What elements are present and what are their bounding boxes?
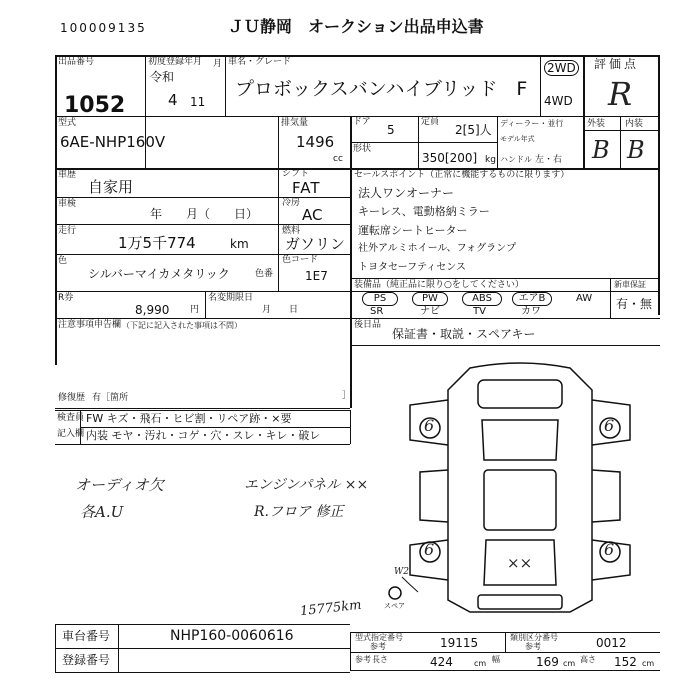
length: 424: [430, 655, 453, 669]
label-class-no: 類別区分番号: [510, 633, 558, 642]
label-doors: ドア: [353, 117, 371, 127]
label-spec-ref: 参考: [370, 642, 386, 651]
mark-front-right: 6: [604, 416, 615, 435]
label-month: 月: [213, 59, 223, 69]
fuel: ガソリン: [285, 235, 346, 253]
equip-airbag: エアB: [512, 292, 552, 306]
label-car-history: 車歴: [58, 170, 77, 180]
mark-front-left: 6: [424, 416, 435, 435]
displacement: 1496: [296, 133, 335, 151]
inspection-date: 年 月（ 日）: [150, 207, 259, 221]
warranty-options: 有・無: [616, 297, 653, 311]
title-deadline: 月 日: [262, 305, 299, 315]
label-spare: スペア: [384, 602, 405, 610]
checklist-fw: FW キズ・飛石・ヒビ割・リペア跡・×要: [86, 412, 292, 425]
label-first-reg: 初度登録年月: [148, 57, 203, 67]
capacity: 2[5]人: [455, 123, 492, 137]
unit-km: km: [230, 237, 249, 251]
label-recycle: R券: [58, 293, 74, 303]
label-lot-no: 出品番号: [58, 57, 95, 67]
diagram-w2: W2: [394, 567, 409, 577]
label-title-deadline: 名変期限日: [208, 293, 254, 303]
mark-rear-left: 6: [424, 540, 435, 559]
reg-year: 4: [168, 91, 178, 109]
label-dim-ref: 参考: [355, 655, 371, 664]
accessories: 保証書・取説・スペアキー: [392, 327, 536, 341]
model-type: 6AE-NHP160V: [60, 133, 166, 151]
label-chassis-no: 車台番号: [62, 629, 111, 643]
label-class-ref: 参考: [525, 642, 541, 651]
diagram-xx: ××: [507, 554, 533, 572]
form-title: ＪＵ静岡 オークション出品申込書: [228, 17, 484, 36]
label-width: 幅: [492, 655, 500, 664]
label-notes-sub: （下記に記入された事項は不問）: [122, 321, 242, 330]
barcode-number: 100009135: [60, 21, 147, 35]
label-notes: 注意事項申告欄: [58, 320, 122, 330]
note-au: 各A.U: [80, 503, 124, 521]
label-entry: 記入欄: [57, 429, 85, 439]
unit-width: cm: [563, 659, 576, 668]
label-shape: 形状: [353, 144, 372, 154]
label-car-name: 車名・グレード: [228, 57, 292, 67]
sales-point-3: 運転席シートヒーター: [358, 224, 468, 237]
equip-tv: TV: [473, 306, 486, 317]
sales-point-1: 法人ワンオーナー: [358, 186, 455, 200]
mark-rear-right: 6: [604, 540, 615, 559]
label-exterior: 外装: [587, 119, 606, 129]
unit-length: cm: [474, 659, 487, 668]
label-displacement: 排気量: [281, 118, 309, 128]
label-inspector: 検査員: [57, 413, 85, 423]
exterior-grade: B: [592, 136, 610, 164]
label-new-car-warranty: 新車保証: [614, 280, 646, 289]
checklist-interior: 内装 モヤ・汚れ・コゲ・穴・スレ・キレ・破レ: [86, 429, 321, 442]
unit-cc: cc: [333, 154, 343, 164]
label-mileage: 走行: [58, 226, 77, 236]
car-name: プロボックスバンハイブリッド F: [235, 78, 528, 100]
label-interior: 内装: [625, 119, 644, 129]
equip-ps: PS: [362, 292, 398, 306]
label-dealer: ディーラー・並行: [500, 119, 564, 128]
drive-4wd: 4WD: [544, 94, 573, 108]
unit-height: cm: [642, 659, 655, 668]
odometer-note: 15775km: [299, 597, 363, 620]
color-code: 1E7: [305, 269, 328, 283]
label-capacity: 定員: [421, 117, 440, 127]
equip-navi: ナビ: [420, 306, 440, 317]
shift: FAT: [292, 179, 321, 197]
label-color: 色: [58, 256, 68, 266]
label-score: 評価点: [594, 57, 640, 71]
label-ac: 冷房: [282, 198, 301, 208]
drive-2wd: 2WD: [544, 60, 579, 76]
label-accessories: 後日品: [354, 320, 382, 330]
color-name: シルバーマイカメタリック: [88, 267, 230, 281]
height: 152: [614, 655, 637, 669]
sales-point-4: 社外アルミホイール、フォグランプ: [358, 243, 517, 254]
mileage: 1万5千774: [118, 234, 196, 252]
label-color-code: 色コード: [282, 255, 319, 265]
class-no: 0012: [596, 636, 627, 650]
note-audio: オーディオ欠: [75, 476, 164, 494]
label-color-no: 色番: [255, 269, 274, 279]
label-model-year: モデル年式: [500, 135, 535, 143]
label-equipment: 装備品（純正品に限り○をしてください）: [354, 280, 524, 290]
note-floor: R.フロア 修正: [254, 504, 344, 520]
score-value: R: [608, 75, 633, 113]
label-repair: 修復歴: [58, 393, 86, 403]
label-sales-points: セールスポイント（正常に機能するものに限ります）: [354, 170, 570, 180]
max-load: 350[200]: [422, 151, 478, 165]
label-height: 高さ: [580, 655, 596, 664]
handle-options: 左・右: [535, 155, 563, 165]
repair-close: ］: [342, 391, 352, 401]
car-history: 自家用: [88, 178, 134, 196]
unit-kg: kg: [485, 155, 496, 165]
sales-point-5: トヨタセーフティセンス: [358, 262, 466, 273]
chassis-no: NHP160-0060616: [170, 628, 294, 644]
label-spec-no: 型式指定番号: [355, 633, 403, 642]
repair-history: 有［箇所: [92, 393, 129, 403]
label-shift: シフト: [282, 169, 310, 179]
label-inspection: 車検: [58, 199, 77, 209]
equip-sr: SR: [370, 306, 384, 317]
lot-number: 1052: [64, 93, 126, 118]
label-reg-no: 登録番号: [62, 653, 111, 667]
reg-month: 11: [190, 95, 206, 109]
equip-abs: ABS: [462, 292, 502, 306]
note-engine: エンジンパネル ××: [244, 477, 369, 493]
equip-pw: PW: [412, 292, 448, 306]
equip-leather: カワ: [521, 306, 541, 317]
unit-yen: 円: [190, 305, 200, 315]
ac: AC: [302, 206, 323, 224]
width: 169: [536, 655, 559, 669]
sales-point-2: キーレス、電動格納ミラー: [358, 205, 490, 218]
label-handle: ハンドル: [500, 155, 532, 164]
interior-grade: B: [627, 136, 645, 164]
label-length: 長さ: [372, 655, 388, 664]
recycle-amount: 8,990: [135, 303, 170, 317]
era: 令和: [150, 70, 175, 84]
equip-aw: AW: [576, 293, 593, 304]
label-model-type: 型式: [58, 118, 77, 128]
spec-no: 19115: [440, 636, 479, 650]
label-fuel: 燃料: [282, 226, 301, 236]
doors: 5: [387, 123, 395, 137]
